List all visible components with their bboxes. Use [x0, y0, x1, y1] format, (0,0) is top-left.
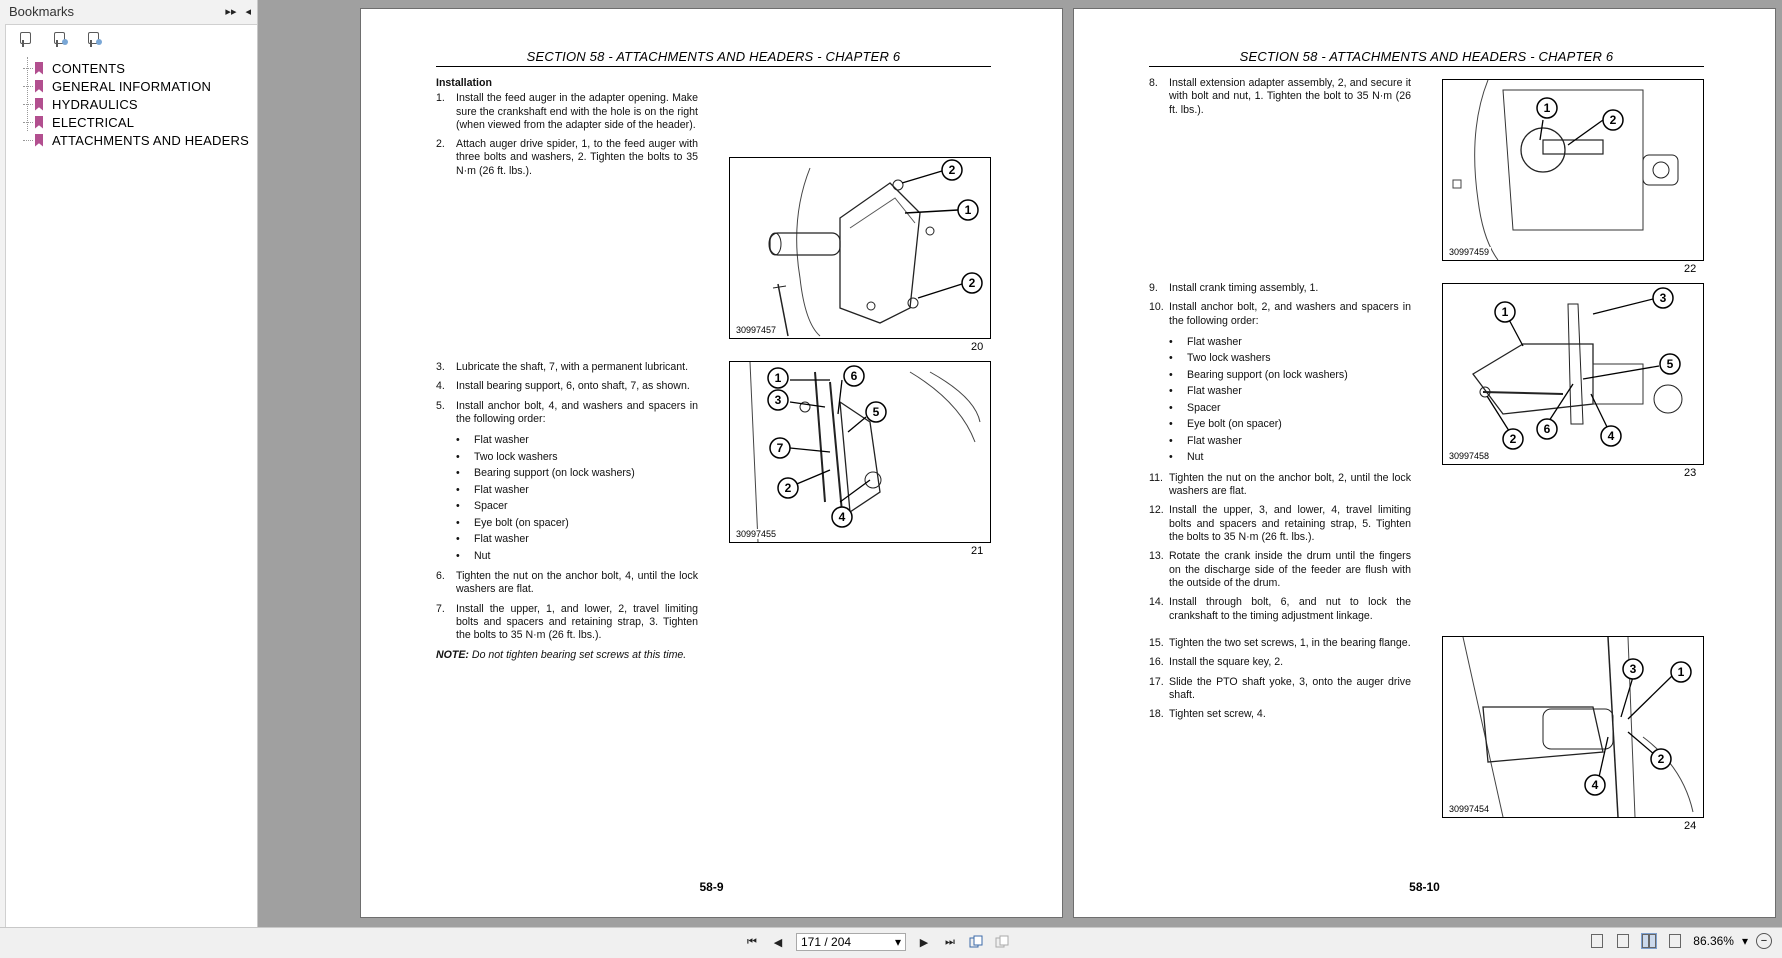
list-item: • Flat washer — [1169, 334, 1411, 351]
list-item: • Two lock washers — [1169, 350, 1411, 367]
step-item: 1. Install the feed auger in the adapter opening. Make sure the crankshaft end with the hole is on the right (when viewed from the adapter side of the header). — [436, 92, 698, 131]
figure-code: 30997459 — [1449, 247, 1490, 257]
bookmarks-tree-panel — [5, 24, 257, 927]
continuous-view-icon[interactable] — [1615, 933, 1631, 949]
list-item: • Flat washer — [1169, 433, 1411, 450]
figure-22 — [1442, 79, 1704, 261]
bookmark-icon — [35, 116, 43, 129]
figure-code: 30997455 — [736, 529, 777, 539]
step-item: 11. Tighten the nut on the anchor bolt, 2, until the lock washers are flat. — [1149, 471, 1411, 498]
bookmark-icon — [35, 134, 43, 147]
zoom-out-button[interactable]: − — [1756, 933, 1772, 949]
step-item: 16. Install the square key, 2. — [1149, 656, 1284, 669]
step-item: 7. Install the upper, 1, and lower, 2, travel limiting bolts and spacers and retaining strap, 3. Tighten the bolts to 35 N·m (26 ft. lbs.). — [436, 602, 698, 642]
continuous-facing-view-icon[interactable] — [1667, 933, 1683, 949]
left-column-b — [436, 361, 698, 662]
bookmark-label: ATTACHMENTS AND HEADERS — [52, 132, 249, 148]
bookmarks-header — [0, 0, 257, 23]
document-viewer[interactable] — [258, 0, 1782, 927]
zoom-control — [1693, 933, 1772, 949]
figure-code: 30997454 — [1449, 804, 1490, 814]
step-item: 15. Tighten the two set screws, 1, in the bearing flange. — [1149, 637, 1411, 649]
step-item: 9. Install crank timing assembly, 1. — [1149, 282, 1319, 294]
bookmark-options-icon[interactable] — [52, 31, 68, 47]
bearing-support-illustration — [730, 362, 990, 542]
extension-adapter-illustration — [1443, 80, 1703, 260]
callout-label: 1 — [1677, 665, 1685, 679]
list-item: • Bearing support (on lock washers) — [1169, 367, 1411, 384]
page-58-9 — [360, 8, 1063, 918]
callout-label: 2 — [1509, 432, 1517, 446]
bookmark-label: HYDRAULICS — [52, 96, 138, 112]
view-controls — [1589, 933, 1772, 949]
bookmark-item[interactable] — [23, 95, 257, 113]
callout-label: 6 — [850, 369, 858, 383]
page-number-input[interactable] — [796, 933, 906, 951]
list-item: • Eye bolt (on spacer) — [1169, 416, 1411, 433]
list-item: • Spacer — [456, 498, 698, 515]
page-58-10 — [1073, 8, 1776, 918]
figure-23 — [1442, 283, 1704, 465]
zoom-value[interactable]: 86.36% — [1693, 934, 1734, 948]
callout-label: 4 — [1591, 778, 1599, 792]
step-item: 2. Attach auger drive spider, 1, to the feed auger with three bolts and washers, 2. Tighten the bolts to 35 N·m (26 ft. lbs.). — [436, 138, 698, 177]
previous-view-icon[interactable] — [968, 933, 984, 951]
callout-label: 5 — [1666, 357, 1674, 371]
figure-code: 30997458 — [1449, 451, 1490, 461]
step-item: 8. Install extension adapter assembly, 2, and secure it with bolt and nut, 1. Tighten the bolt to 35 N·m (26 ft. lbs.). — [1149, 77, 1411, 116]
find-bookmark-icon[interactable] — [86, 31, 102, 47]
order-list — [1169, 334, 1411, 466]
facing-pages-view-icon[interactable] — [1641, 933, 1657, 949]
left-column-a — [436, 77, 698, 184]
callout-label: 1 — [774, 371, 782, 385]
bookmark-label: CONTENTS — [52, 60, 126, 76]
right-column-c — [1149, 637, 1411, 727]
list-item: • Nut — [456, 548, 698, 565]
page-number: 58-10 — [1409, 880, 1440, 894]
list-item: • Flat washer — [456, 531, 698, 548]
list-item: • Nut — [1169, 449, 1411, 466]
callout-label: 6 — [1543, 422, 1551, 436]
bookmark-item[interactable] — [23, 113, 257, 131]
step-item: 6. Tighten the nut on the anchor bolt, 4, until the lock washers are flat. — [436, 570, 698, 596]
callout-label: 1 — [1543, 101, 1551, 115]
zoom-dropdown-icon[interactable]: ▾ — [1741, 934, 1748, 948]
order-list — [456, 432, 698, 564]
bookmark-item[interactable] — [23, 59, 257, 77]
last-page-button[interactable]: ⏭ — [945, 935, 955, 948]
list-item: • Flat washer — [456, 432, 698, 449]
bookmark-item[interactable] — [23, 131, 257, 149]
step-item: 14. Install through bolt, 6, and nut to lock the crankshaft to the timing adjustment linkage. — [1149, 596, 1411, 622]
callout-label: 3 — [1659, 291, 1667, 305]
page-header: SECTION 58 - ATTACHMENTS AND HEADERS - CHAPTER 6 — [1149, 49, 1704, 67]
bookmark-icon — [35, 80, 43, 93]
figure-24 — [1442, 636, 1704, 818]
section-title: Installation — [436, 77, 492, 89]
step-item: 10. Install anchor bolt, 2, and washers and spacers in the following order: — [1149, 301, 1411, 327]
expand-panel-icon[interactable]: ▸▸ — [225, 6, 237, 18]
page-navigation — [744, 933, 1010, 951]
add-bookmark-icon[interactable] — [18, 31, 34, 47]
callout-label: 2 — [948, 163, 956, 177]
step-item: 4. Install bearing support, 6, onto shaft, 7, as shown. — [436, 380, 690, 393]
note: NOTE: Do not tighten bearing set screws at this time. — [436, 648, 687, 661]
bookmarks-title: Bookmarks — [9, 4, 75, 19]
callout-label: 2 — [784, 481, 792, 495]
page-value: 171 / 204 — [801, 935, 852, 949]
page-number: 58-9 — [699, 880, 724, 894]
list-item: • Flat washer — [1169, 383, 1411, 400]
chevron-down-icon[interactable]: ▾ — [894, 935, 901, 949]
bookmark-tools — [6, 25, 257, 51]
figure-number: 21 — [971, 545, 984, 557]
step-item: 13. Rotate the crank inside the drum until the fingers on the discharge side of the feeder are flush with the outside of the drum. — [1149, 550, 1411, 589]
bookmark-list — [6, 59, 257, 149]
collapse-panel-icon[interactable]: ◂ — [245, 6, 251, 18]
single-page-view-icon[interactable] — [1589, 933, 1605, 949]
callout-label: 3 — [1629, 662, 1637, 676]
bookmark-label: ELECTRICAL — [52, 114, 135, 130]
bookmarks-panel — [0, 0, 258, 927]
figure-number: 22 — [1684, 263, 1697, 275]
pto-shaft-illustration — [1443, 637, 1703, 817]
figure-20 — [729, 157, 991, 339]
list-item: • Spacer — [1169, 400, 1411, 417]
callout-label: 2 — [968, 276, 976, 290]
callout-label: 1 — [964, 203, 972, 217]
callout-label: 7 — [776, 441, 784, 455]
auger-spider-illustration — [730, 158, 990, 338]
figure-number: 24 — [1684, 820, 1697, 832]
callout-label: 2 — [1609, 113, 1617, 127]
first-page-button[interactable]: ⏮ — [747, 935, 757, 948]
bookmark-label: GENERAL INFORMATION — [52, 78, 212, 94]
step-item: 3. Lubricate the shaft, 7, with a permanent lubricant. — [436, 361, 689, 373]
status-toolbar — [0, 927, 1782, 958]
bookmark-item[interactable] — [23, 77, 257, 95]
list-item: • Bearing support (on lock washers) — [456, 465, 698, 482]
step-item: 12. Install the upper, 3, and lower, 4, travel limiting bolts and spacers and retaining strap, 5. Tighten the bolts to 35 N·m (26 ft. lbs.). — [1149, 504, 1411, 544]
page-header: SECTION 58 - ATTACHMENTS AND HEADERS - CHAPTER 6 — [436, 49, 991, 67]
callout-label: 2 — [1657, 752, 1665, 766]
callout-label: 1 — [1501, 305, 1509, 319]
figure-21 — [729, 361, 991, 543]
callout-label: 3 — [774, 393, 782, 407]
figure-code: 30997457 — [736, 325, 777, 335]
callout-label: 4 — [1607, 429, 1615, 443]
step-item: 18. Tighten set screw, 4. — [1149, 708, 1266, 721]
list-item: • Two lock washers — [456, 449, 698, 466]
previous-page-button[interactable]: ◀ — [773, 936, 783, 949]
step-item: 5. Install anchor bolt, 4, and washers and spacers in the following order: — [436, 399, 698, 425]
right-column-b — [1149, 282, 1411, 629]
callout-label: 5 — [872, 405, 880, 419]
bookmark-icon — [35, 62, 43, 75]
next-view-icon[interactable] — [994, 933, 1010, 951]
right-column-a — [1149, 77, 1411, 123]
figure-number: 23 — [1684, 467, 1697, 479]
step-item: 17. Slide the PTO shaft yoke, 3, onto the auger drive shaft. — [1149, 675, 1411, 701]
crank-timing-illustration — [1443, 284, 1703, 464]
list-item: • Eye bolt (on spacer) — [456, 515, 698, 532]
figure-number: 20 — [971, 341, 984, 353]
next-page-button[interactable]: ▶ — [919, 936, 929, 949]
list-item: • Flat washer — [456, 482, 698, 499]
bookmark-icon — [35, 98, 43, 111]
callout-label: 4 — [838, 510, 846, 524]
